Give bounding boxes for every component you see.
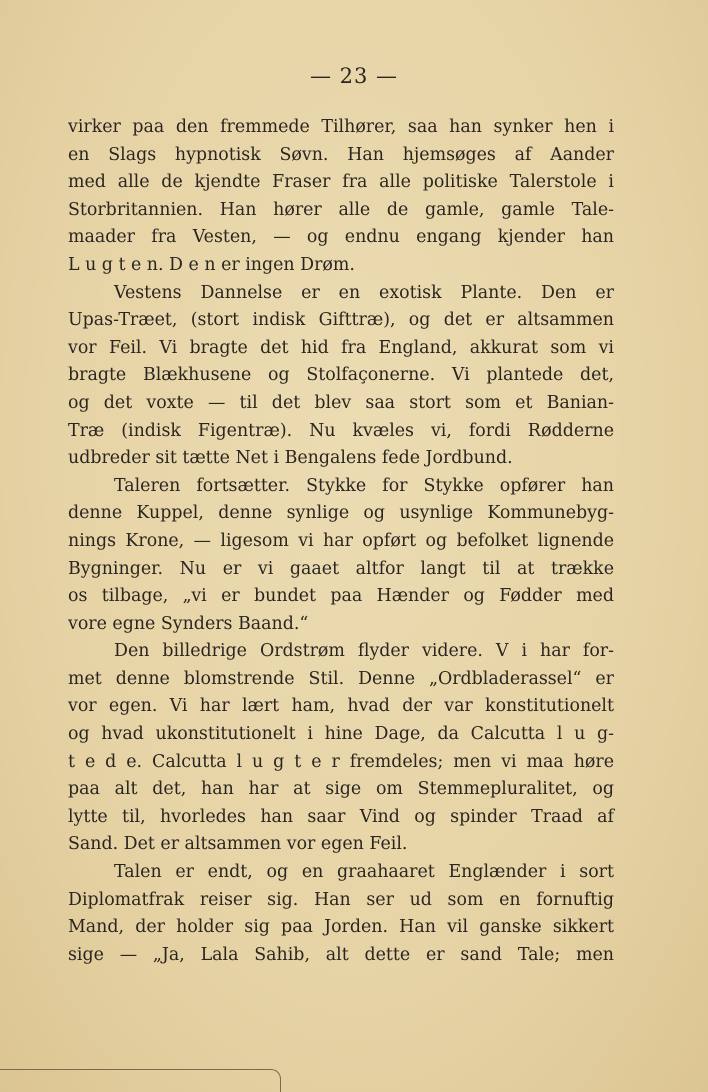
- text-line: paa alt det, han har at sige om Stemmepluralitet, og: [68, 779, 614, 800]
- text-line: Mand, der holder sig paa Jorden. Han vil ganske sikkert: [68, 917, 614, 938]
- text-line: Vestens Dannelse er en exotisk Plante. Den er: [114, 282, 614, 303]
- page-corner-edge: [0, 1069, 281, 1092]
- text-line: denne Kuppel, denne synlige og usynlige Kommunebyg-: [68, 503, 614, 524]
- text-line: Talen er endt, og en graahaaret Englænder i sort: [114, 862, 614, 883]
- text-line: lytte til, hvorledes han saar Vind og spinder Traad af: [68, 806, 614, 827]
- text-line: t e d e. Calcutta l u g t e r fremdeles; men vi maa høre: [68, 751, 614, 772]
- text-line: Sand. Det er altsammen vor egen Feil.: [68, 834, 408, 855]
- text-line: og det voxte — til det blev saa stort som et Banian-: [68, 392, 614, 413]
- text-line: os tilbage, „vi er bundet paa Hænder og Fødder med: [68, 586, 614, 607]
- text-line: med alle de kjendte Fraser fra alle politiske Talerstole i: [68, 172, 614, 193]
- text-line: Diplomatfrak reiser sig. Han ser ud som en fornuftig: [68, 889, 614, 910]
- text-line: L u g t e n. D e n er ingen Drøm.: [68, 254, 355, 275]
- text-line: Bygninger. Nu er vi gaaet altfor langt til at trække: [68, 558, 614, 579]
- text-line: nings Krone, — ligesom vi har opført og befolket lignende: [68, 530, 614, 551]
- text-line: vor Feil. Vi bragte det hid fra England, akkurat som vi: [68, 337, 614, 358]
- text-line: vor egen. Vi har lært ham, hvad der var konstitutionelt: [68, 696, 614, 717]
- text-line: en Slags hypnotisk Søvn. Han hjemsøges af Aander: [68, 144, 614, 165]
- text-line: Storbritannien. Han hører alle de gamle, gamle Tale-: [68, 199, 614, 220]
- text-line: virker paa den fremmede Tilhører, saa han synker hen i: [68, 117, 614, 137]
- text-line: Træ (indisk Figentræ). Nu kvæles vi, fordi Rødderne: [68, 420, 614, 441]
- text-line: met denne blomstrende Stil. Denne „Ordbladerassel“ er: [68, 668, 614, 689]
- page-number: — 23 —: [309, 64, 399, 88]
- text-line: Den billedrige Ordstrøm flyder videre. V i har for-: [114, 641, 614, 662]
- text-line: vore egne Synders Baand.“: [68, 613, 309, 634]
- text-line: og hvad ukonstitutionelt i hine Dage, da Calcutta l u g-: [68, 724, 614, 745]
- text-line: udbreder sit tætte Net i Bengalens fede Jordbund.: [68, 448, 513, 469]
- text-line: bragte Blækhusene og Stolfaçonerne. Vi plantede det,: [68, 365, 614, 386]
- text-line: Upas-Træet, (stort indisk Gifttræ), og det er altsammen: [68, 310, 614, 331]
- text-line: Taleren fortsætter. Stykke for Stykke opfører han: [114, 475, 614, 496]
- text-line: sige — „Ja, Lala Sahib, alt dette er sand Tale; men: [68, 944, 614, 965]
- text-line: maader fra Vesten, — og endnu engang kjender han: [68, 227, 614, 248]
- body-text: [68, 114, 614, 969]
